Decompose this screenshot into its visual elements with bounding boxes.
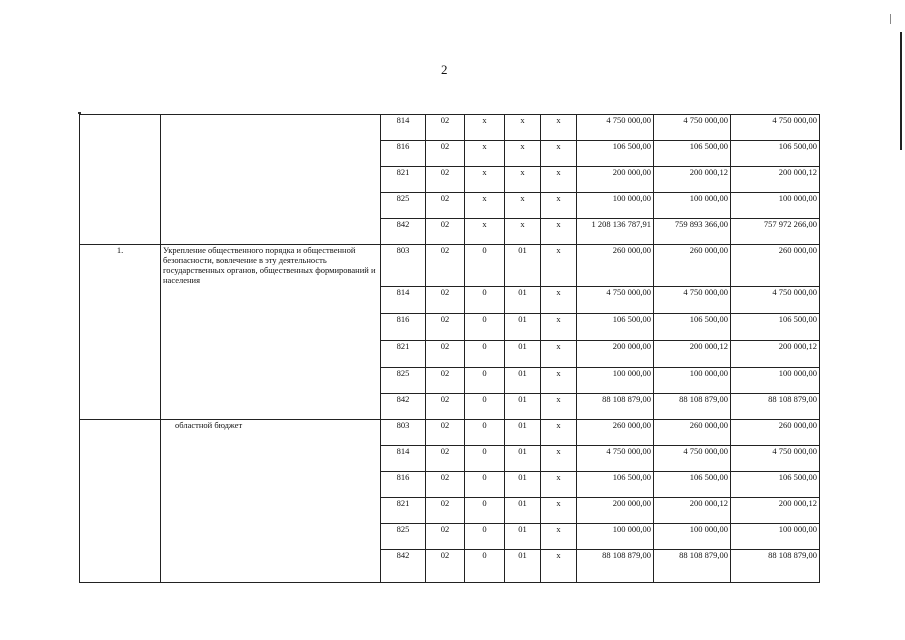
subprogram-cell: x [505,167,541,193]
program-cell: x [465,219,505,245]
subprogram-cell: 01 [505,472,541,498]
amount-year1-cell: 106 500,00 [577,314,654,341]
amount-year2-cell: 200 000,12 [654,167,731,193]
subprogram-cell: 01 [505,368,541,394]
program-cell: 0 [465,245,505,287]
subprogram-cell: 01 [505,420,541,446]
amount-year3-cell: 88 108 879,00 [731,394,820,420]
code-cell: 814 [381,287,426,314]
code-cell: 821 [381,167,426,193]
subprogram-cell: 01 [505,394,541,420]
amount-year3-cell: 200 000,12 [731,498,820,524]
program-cell: x [465,141,505,167]
event-cell: x [541,472,577,498]
program-cell: 0 [465,287,505,314]
amount-year3-cell: 106 500,00 [731,314,820,341]
code-cell: 821 [381,341,426,368]
amount-year3-cell: 4 750 000,00 [731,287,820,314]
code-cell: 842 [381,394,426,420]
event-cell: x [541,498,577,524]
section-cell: 02 [426,115,465,141]
section-cell: 02 [426,550,465,583]
amount-year3-cell: 757 972 266,00 [731,219,820,245]
subprogram-cell: x [505,219,541,245]
section-cell: 02 [426,193,465,219]
program-cell: x [465,115,505,141]
amount-year1-cell: 4 750 000,00 [577,115,654,141]
subprogram-cell: 01 [505,341,541,368]
amount-year3-cell: 100 000,00 [731,524,820,550]
amount-year1-cell: 100 000,00 [577,193,654,219]
table-row [80,245,820,287]
scan-edge-line [900,32,902,150]
code-cell: 803 [381,420,426,446]
amount-year3-cell: 106 500,00 [731,472,820,498]
section-cell: 02 [426,498,465,524]
page-number: 2 [441,62,448,77]
amount-year1-cell: 260 000,00 [577,245,654,287]
scan-mark [890,14,891,24]
code-cell: 821 [381,498,426,524]
event-cell: x [541,524,577,550]
amount-year1-cell: 260 000,00 [577,420,654,446]
description-cell: областной бюджет [161,420,381,583]
code-cell: 816 [381,314,426,341]
amount-year3-cell: 88 108 879,00 [731,550,820,583]
program-cell: 0 [465,524,505,550]
amount-year3-cell: 260 000,00 [731,245,820,287]
amount-year1-cell: 200 000,00 [577,341,654,368]
section-cell: 02 [426,524,465,550]
table-row [80,115,820,141]
program-cell: 0 [465,368,505,394]
amount-year1-cell: 1 208 136 787,91 [577,219,654,245]
event-cell: x [541,394,577,420]
subprogram-cell: x [505,141,541,167]
event-cell: x [541,219,577,245]
code-cell: 825 [381,524,426,550]
event-cell: x [541,368,577,394]
amount-year2-cell: 260 000,00 [654,420,731,446]
code-cell: 816 [381,472,426,498]
section-cell: 02 [426,472,465,498]
amount-year3-cell: 100 000,00 [731,368,820,394]
table-row [80,420,820,446]
program-cell: 0 [465,446,505,472]
amount-year2-cell: 759 893 366,00 [654,219,731,245]
amount-year3-cell: 106 500,00 [731,141,820,167]
description-cell: Укрепление общественного порядка и общественной безопасности, вовлечение в эту деятельность государственных органов, общественных формирований и населения [161,245,381,420]
amount-year1-cell: 4 750 000,00 [577,287,654,314]
event-cell: x [541,167,577,193]
subprogram-cell: 01 [505,524,541,550]
amount-year3-cell: 200 000,12 [731,341,820,368]
budget-table [79,114,820,583]
amount-year2-cell: 106 500,00 [654,314,731,341]
section-cell: 02 [426,314,465,341]
event-cell: x [541,115,577,141]
event-cell: x [541,245,577,287]
program-cell: x [465,193,505,219]
section-cell: 02 [426,394,465,420]
section-cell: 02 [426,341,465,368]
amount-year2-cell: 100 000,00 [654,368,731,394]
amount-year2-cell: 200 000,12 [654,341,731,368]
program-cell: x [465,167,505,193]
subprogram-cell: 01 [505,287,541,314]
subprogram-cell: 01 [505,446,541,472]
subprogram-cell: x [505,115,541,141]
subprogram-cell: 01 [505,245,541,287]
amount-year2-cell: 106 500,00 [654,472,731,498]
amount-year1-cell: 200 000,00 [577,167,654,193]
program-cell: 0 [465,314,505,341]
amount-year3-cell: 4 750 000,00 [731,446,820,472]
section-cell: 02 [426,287,465,314]
amount-year2-cell: 100 000,00 [654,524,731,550]
program-cell: 0 [465,341,505,368]
program-cell: 0 [465,472,505,498]
row-index-cell: 1. [80,245,161,420]
amount-year3-cell: 4 750 000,00 [731,115,820,141]
description-cell [161,115,381,245]
amount-year3-cell: 260 000,00 [731,420,820,446]
section-cell: 02 [426,219,465,245]
section-cell: 02 [426,141,465,167]
code-cell: 842 [381,550,426,583]
amount-year2-cell: 4 750 000,00 [654,115,731,141]
event-cell: x [541,193,577,219]
amount-year1-cell: 106 500,00 [577,141,654,167]
code-cell: 825 [381,368,426,394]
code-cell: 842 [381,219,426,245]
row-index-cell [80,420,161,583]
row-index-cell [80,115,161,245]
subprogram-cell: 01 [505,314,541,341]
section-cell: 02 [426,446,465,472]
amount-year2-cell: 4 750 000,00 [654,446,731,472]
code-cell: 814 [381,115,426,141]
event-cell: x [541,446,577,472]
subprogram-cell: 01 [505,498,541,524]
amount-year1-cell: 4 750 000,00 [577,446,654,472]
event-cell: x [541,341,577,368]
amount-year1-cell: 106 500,00 [577,472,654,498]
amount-year2-cell: 106 500,00 [654,141,731,167]
amount-year1-cell: 200 000,00 [577,498,654,524]
subprogram-cell: 01 [505,550,541,583]
event-cell: x [541,550,577,583]
section-cell: 02 [426,368,465,394]
program-cell: 0 [465,550,505,583]
event-cell: x [541,141,577,167]
event-cell: x [541,420,577,446]
amount-year1-cell: 88 108 879,00 [577,550,654,583]
code-cell: 816 [381,141,426,167]
code-cell: 814 [381,446,426,472]
amount-year1-cell: 100 000,00 [577,524,654,550]
section-cell: 02 [426,167,465,193]
amount-year1-cell: 100 000,00 [577,368,654,394]
amount-year2-cell: 88 108 879,00 [654,550,731,583]
section-cell: 02 [426,420,465,446]
event-cell: x [541,287,577,314]
program-cell: 0 [465,498,505,524]
section-cell: 02 [426,245,465,287]
amount-year1-cell: 88 108 879,00 [577,394,654,420]
code-cell: 803 [381,245,426,287]
amount-year3-cell: 100 000,00 [731,193,820,219]
program-cell: 0 [465,420,505,446]
code-cell: 825 [381,193,426,219]
event-cell: x [541,314,577,341]
amount-year2-cell: 100 000,00 [654,193,731,219]
amount-year2-cell: 88 108 879,00 [654,394,731,420]
amount-year3-cell: 200 000,12 [731,167,820,193]
amount-year2-cell: 260 000,00 [654,245,731,287]
amount-year2-cell: 200 000,12 [654,498,731,524]
program-cell: 0 [465,394,505,420]
amount-year2-cell: 4 750 000,00 [654,287,731,314]
subprogram-cell: x [505,193,541,219]
